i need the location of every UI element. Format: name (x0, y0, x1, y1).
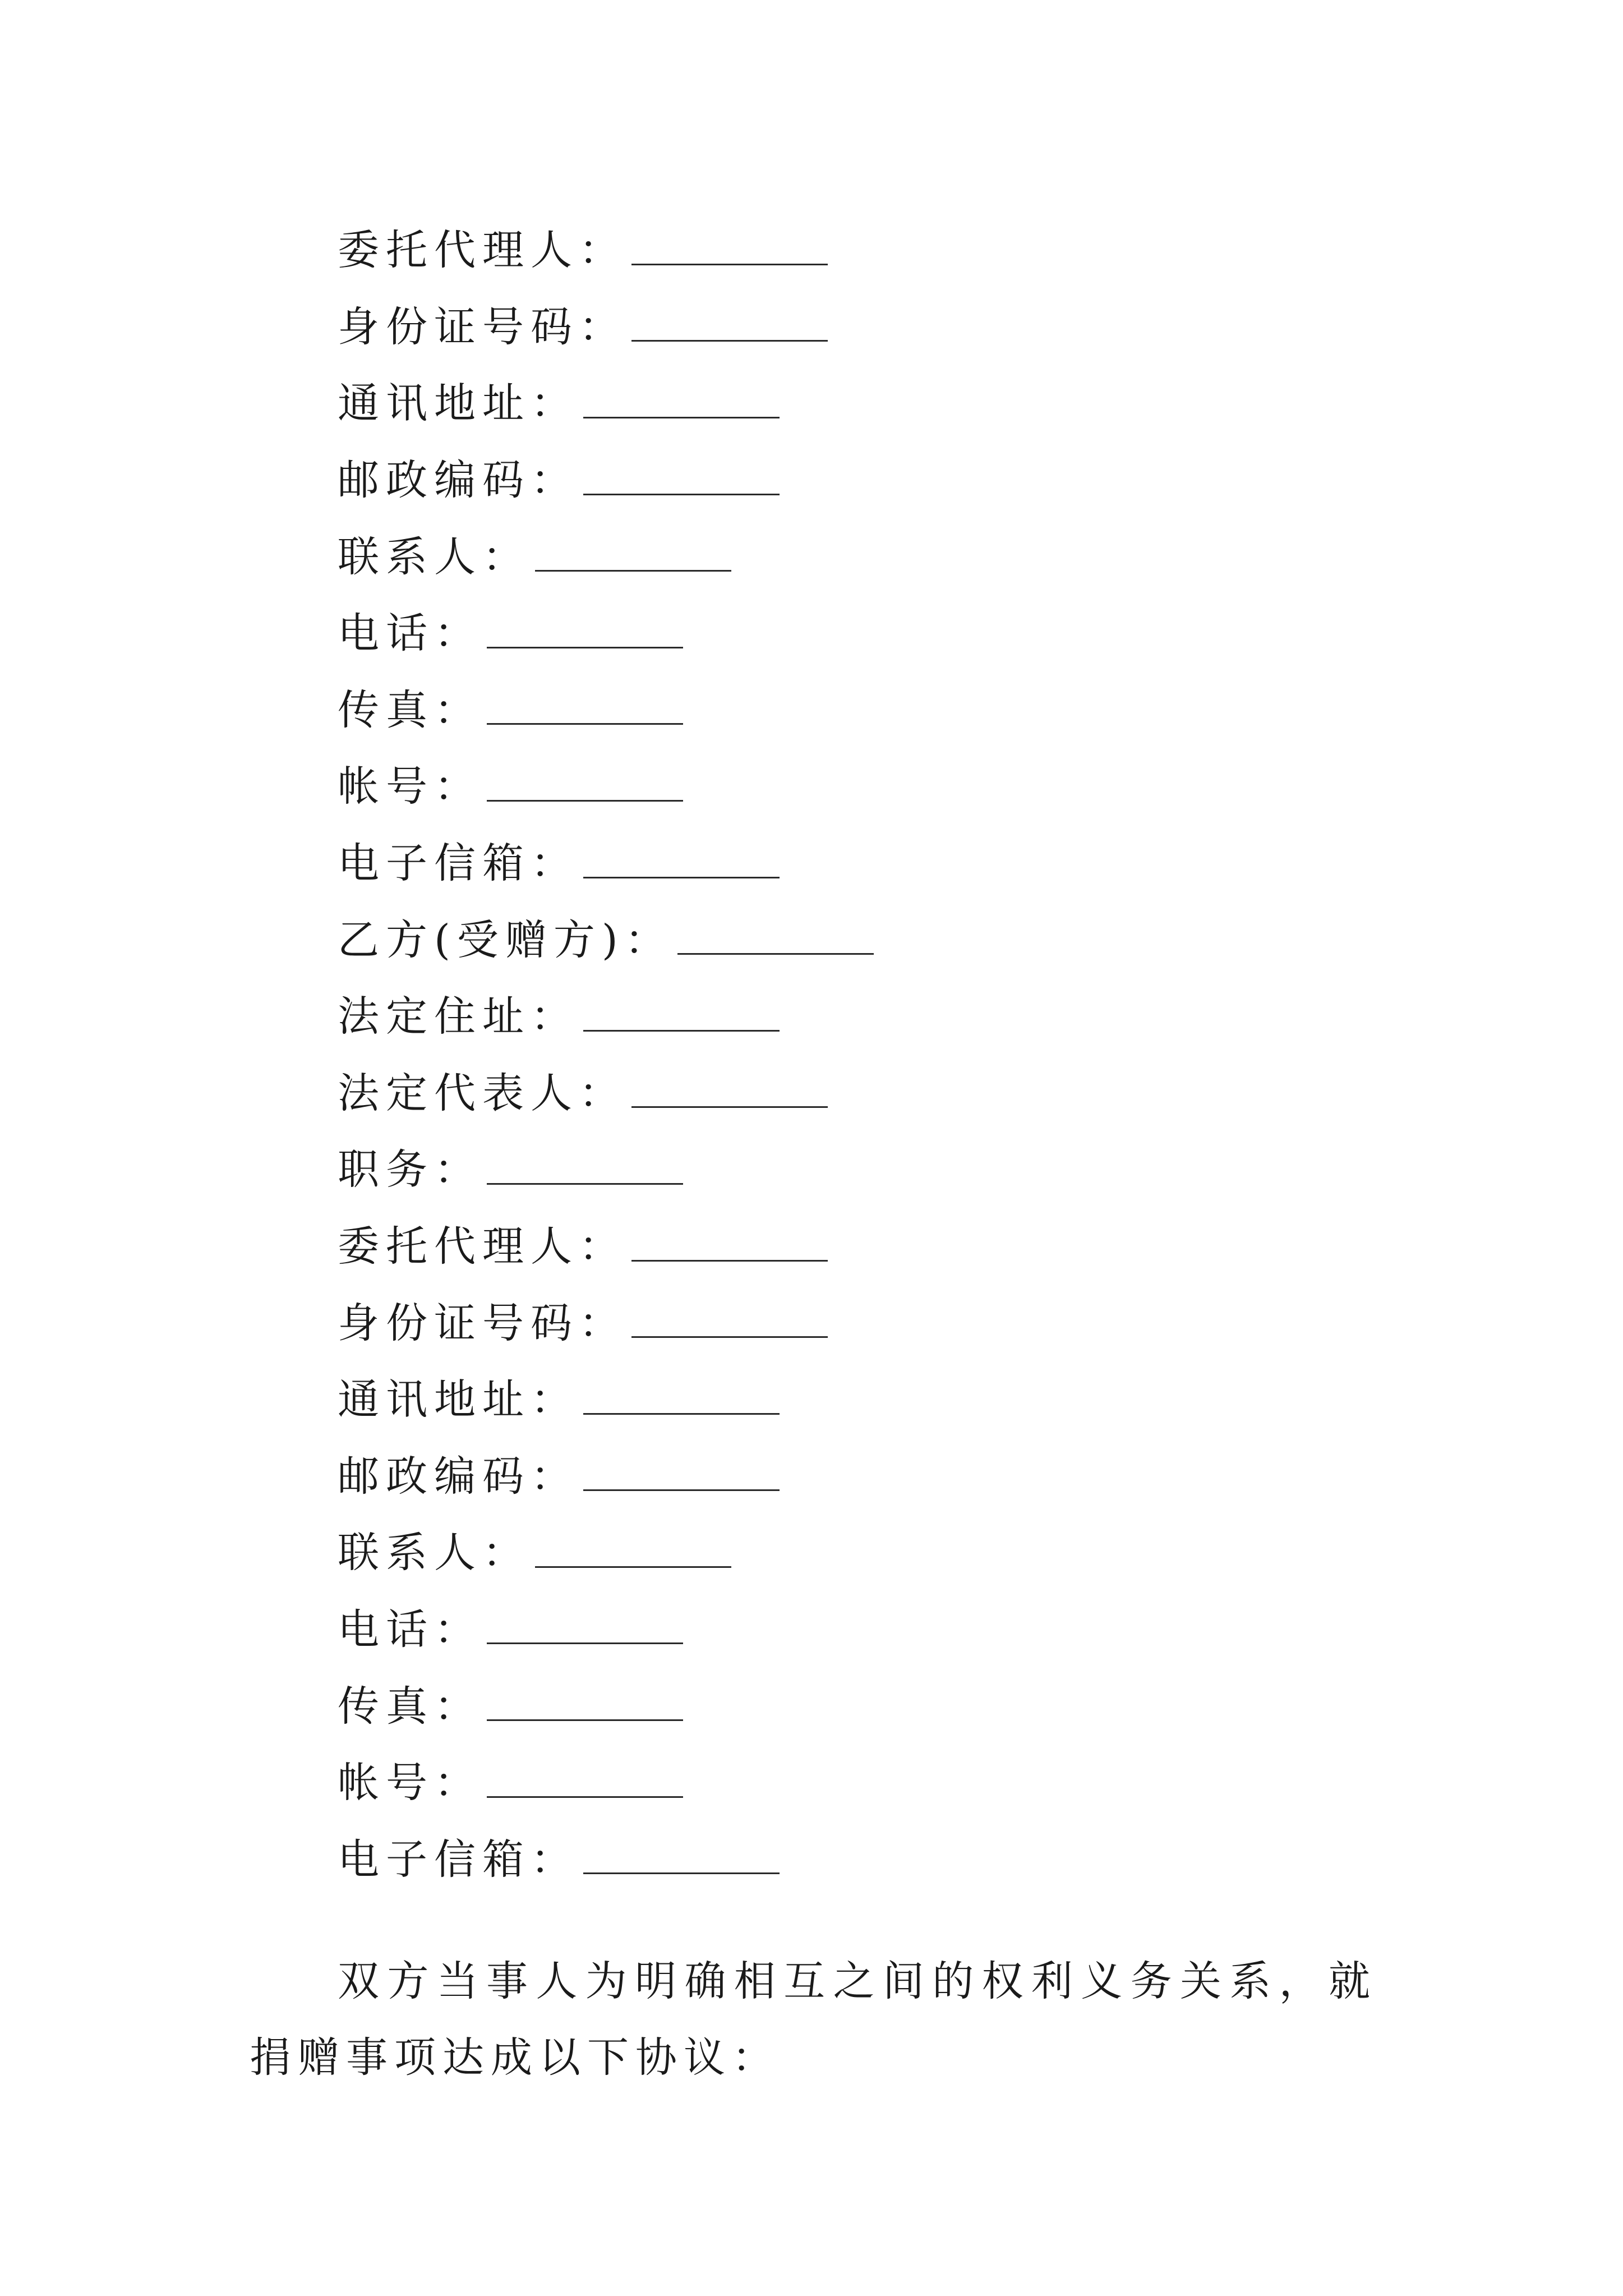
field-label: 电话： (338, 1605, 482, 1654)
field-label: 通讯地址： (338, 379, 579, 428)
field-blank[interactable] (583, 995, 780, 1032)
field-blank[interactable] (487, 1148, 683, 1185)
field-label: 委托代理人： (338, 226, 627, 275)
field-blank[interactable] (487, 765, 683, 802)
field-row-agent (338, 209, 1459, 286)
field-label: 帐号： (338, 1759, 482, 1807)
field-row-account (338, 1741, 1459, 1818)
field-row-email (338, 822, 1459, 899)
field-label: 身份证号码： (338, 1299, 627, 1347)
field-blank[interactable] (487, 1608, 683, 1644)
field-label: 电子信箱： (338, 839, 579, 888)
field-label: 身份证号码： (338, 302, 627, 351)
field-row-fax (338, 669, 1459, 746)
field-row-id-number (338, 286, 1459, 362)
field-label: 电话： (338, 609, 482, 658)
field-row-email (338, 1818, 1459, 1894)
field-row-postcode (338, 439, 1459, 516)
field-row-phone (338, 592, 1459, 669)
field-blank[interactable] (631, 229, 828, 265)
field-blank[interactable] (677, 918, 874, 955)
field-row-id-number (338, 1281, 1459, 1358)
field-label: 电子信箱： (338, 1835, 579, 1884)
field-blank[interactable] (487, 612, 683, 648)
field-blank[interactable] (583, 1455, 780, 1491)
field-row-address (338, 362, 1459, 439)
field-label: 邮政编码： (338, 1452, 579, 1501)
field-label: 通讯地址： (338, 1375, 579, 1424)
field-blank[interactable] (583, 382, 780, 418)
closing-paragraph: 双方当事人为明确相互之间的权利义务关系，就捐赠事项达成以下协议： (250, 1957, 1377, 2082)
field-label: 委托代理人： (338, 1222, 627, 1271)
field-label: 传真： (338, 1682, 482, 1731)
field-label: 法定代表人： (338, 1069, 627, 1117)
field-row-fax (338, 1664, 1459, 1741)
field-blank[interactable] (535, 1531, 731, 1568)
field-blank[interactable] (583, 1378, 780, 1415)
party-info-fields (338, 209, 1459, 1894)
field-label: 联系人： (338, 1529, 531, 1577)
field-label: 帐号： (338, 762, 482, 811)
field-blank[interactable] (487, 1685, 683, 1721)
field-row-legal-address (338, 975, 1459, 1052)
field-label: 法定住址： (338, 992, 579, 1041)
field-label: 联系人： (338, 532, 531, 581)
field-row-address (338, 1358, 1459, 1435)
field-blank[interactable] (631, 305, 828, 342)
field-blank[interactable] (583, 1838, 780, 1874)
field-label: 邮政编码： (338, 456, 579, 505)
field-row-phone (338, 1588, 1459, 1665)
field-row-account (338, 745, 1459, 822)
field-blank[interactable] (631, 1225, 828, 1262)
field-label: 传真： (338, 685, 482, 734)
field-row-legal-rep (338, 1052, 1459, 1129)
field-blank[interactable] (487, 688, 683, 725)
field-row-postcode (338, 1435, 1459, 1512)
field-row-party-b (338, 898, 1459, 975)
field-blank[interactable] (583, 459, 780, 495)
field-row-contact (338, 1511, 1459, 1588)
field-blank[interactable] (631, 1301, 828, 1338)
field-row-agent (338, 1205, 1459, 1282)
field-blank[interactable] (631, 1071, 828, 1108)
field-label: 职务： (338, 1145, 482, 1194)
field-row-position (338, 1128, 1459, 1205)
field-label: 乙方(受赠方)： (338, 915, 673, 964)
field-blank[interactable] (487, 1761, 683, 1798)
field-row-contact (338, 515, 1459, 592)
field-blank[interactable] (535, 535, 731, 572)
field-blank[interactable] (583, 842, 780, 878)
